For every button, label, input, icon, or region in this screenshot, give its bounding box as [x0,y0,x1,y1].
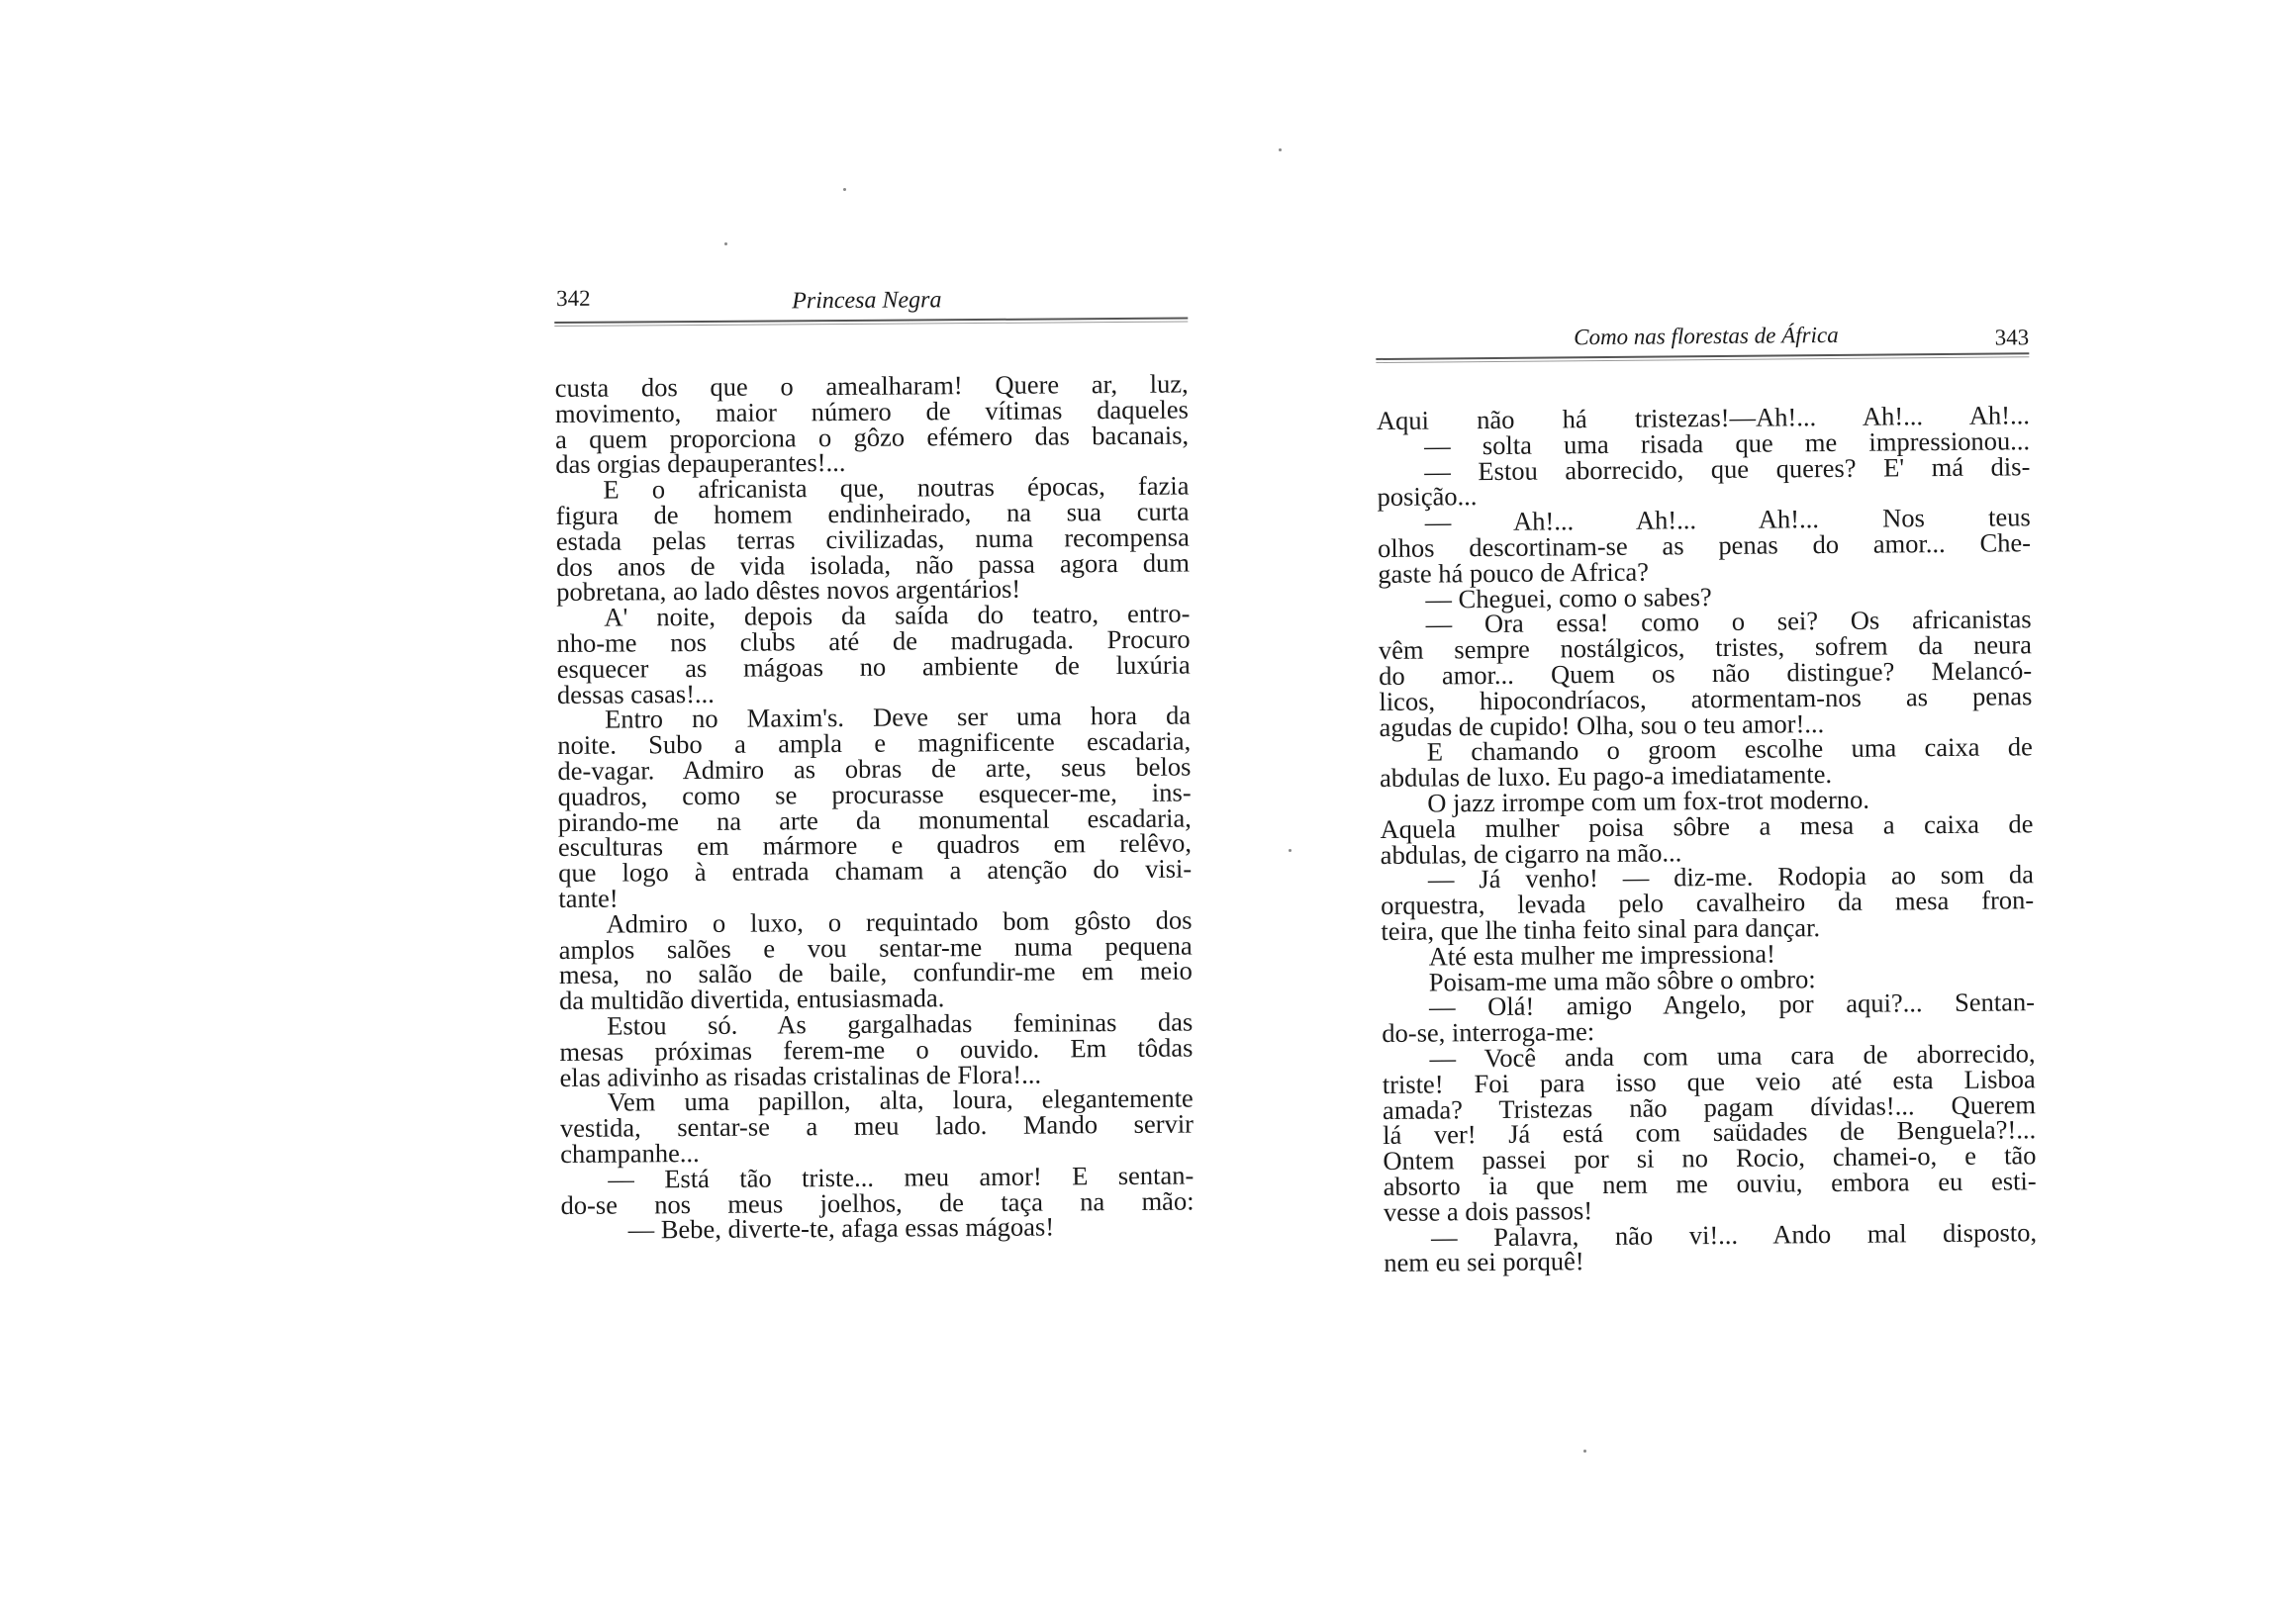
text-line: gaste há pouco de Africa? [1378,556,1650,589]
text-line: nho-me nos clubs até de madrugada. Procuro [556,623,1191,658]
text-line: vêm sempre nostálgicos, tristes, sofrem da neura [1378,629,2033,666]
text-line: do amor... Quem os não distingue? Melancó- [1379,655,2033,691]
text-line: do-se, interroga-me: [1382,1016,1595,1049]
text-line: teira, que lhe tinha feito sinal para dançar. [1381,912,1821,946]
left-page [554,278,1195,1245]
text-line: abdulas de luxo. Eu pago-a imediatamente. [1379,759,1833,794]
text-line: E o africanista que, noutras épocas, fazia [603,470,1190,505]
text-line: triste! Foi para isso que veio até esta Lisboa [1382,1063,2036,1099]
text-line: vestida, sentar-se a meu lado. Mando servir [559,1108,1195,1144]
text-line: E chamando o groom escolhe uma caixa de [1426,731,2033,767]
text-line: mesas próximas ferem-me o ouvido. Em tôdas [559,1032,1194,1067]
text-line: figura de homem endinheirado, na sua curta [555,496,1190,530]
text-line: — solta uma risada que me impressionou... [1423,425,2031,461]
text-line: noite. Subo a ampla e magnificente escadaria, [557,725,1192,761]
text-line: estada pelas terras civilizadas, numa recompensa [555,521,1190,556]
text-line: Aquela mulher poisa sôbre a mesa a caixa de [1380,807,2034,844]
text-line: — Palavra, não vi!... Ando mal disposto, [1430,1216,2038,1253]
text-line: de-vagar. Admiro as obras de arte, seus belos [557,751,1192,786]
right-page [1376,313,2037,1276]
text-line: movimento, maior número de vítimas daqueles [554,394,1190,428]
text-line: amada? Tristezas não pagam dívidas!... Querem [1382,1088,2037,1125]
text-line: que logo à entrada chamam a atenção do visi- [558,853,1193,889]
page-number: 343 [1994,325,2030,350]
scan-speck [1279,148,1282,151]
text-line: absorto ia que nem me ouviu, embora eu esti- [1383,1166,2037,1201]
text-line: dessas casas!... [556,678,715,709]
header-rule [1376,352,2029,363]
text-line: — Bebe, diverte-te, afaga essas mágoas! [627,1211,1055,1245]
text-line: Admiro o luxo, o requintado bom gôsto dos [606,904,1193,939]
text-line: pobretana, ao lado dêstes novos argentários! [556,574,1021,608]
text-line: pirando-me na arte da monumental escadaria, [557,802,1192,837]
right-page-text [1376,400,2038,1278]
page-number: 342 [556,285,591,311]
text-line: champanhe... [560,1137,700,1169]
text-line: A' noite, depois da saída do teatro, entro- [604,598,1191,632]
scan-speck [1289,849,1292,852]
text-line: tante! [558,883,619,913]
text-line: vesse a dois passos! [1383,1194,1593,1227]
scan-speck [1583,1450,1586,1453]
text-line: — Já venho! — diz-me. Rodopia ao som da [1427,859,2035,894]
scan-speck [724,242,727,245]
text-line: Ontem passei por si no Rocio, chamei-o, e tão [1383,1140,2037,1176]
text-line: Vem uma papillon, alta, loura, elegantemente [607,1082,1194,1117]
text-line: do-se nos meus joelhos, de taça na mão: [560,1185,1195,1220]
text-line: Entro no Maxim's. Deve ser uma hora da [604,700,1192,735]
text-line: dos anos de vida isolada, não passa agora dum [555,547,1191,582]
scan-speck [843,188,846,191]
text-line: mesa, no salão de baile, confundir-me em meio [558,955,1193,990]
text-line: nem eu sei porquê! [1384,1246,1584,1278]
text-line: das orgias depauperantes!... [555,447,846,480]
text-line: — Está tão triste... meu amor! E sentan- [608,1160,1195,1194]
text-line: amplos salões e vou sentar-me numa pequena [558,930,1193,965]
right-page-header [1376,313,2029,352]
text-line: — Você anda com uma cara de aborrecido, [1429,1038,2036,1074]
text-line: quadros, como se procurasse esquecer-me, ins- [557,777,1192,811]
header-rule [554,318,1188,327]
text-line: Estou só. As gargalhadas femininas das [607,1006,1194,1041]
text-line: lá ver! Já está com saüdades de Benguela?!... [1383,1114,2037,1151]
text-line: posição... [1377,481,1478,513]
text-line: Até esta mulher me impressiona! [1428,938,1776,972]
left-page-header [554,278,1188,316]
text-line: abdulas, de cigarro na mão... [1380,836,1682,870]
text-line: a quem proporciona o gôzo efémero das bacanais, [555,420,1190,454]
running-title: Princesa Negra [792,287,942,315]
text-line: licos, hipocondríacos, atormentam-nos as penas [1379,680,2033,716]
text-line: — Ah!... Ah!... Ah!... Nos teus [1424,502,2031,537]
text-line: — Estou aborrecido, que queres? E' má dis- [1424,450,2031,487]
text-line: esculturas em mármore e quadros em relêvo, [557,827,1193,863]
text-line: Poisam-me uma mão sôbre o ombro: [1428,963,1816,997]
text-line: — Olá! amigo Angelo, por aqui?... Sentan- [1428,987,2036,1022]
text-line: custa dos que o amealharam! Quere ar, luz, [554,368,1189,403]
text-line: — Ora essa! como o sei? Os africanistas [1425,604,2032,639]
text-line: agudas de cupido! Olha, sou o teu amor!... [1379,707,1825,742]
text-line: esquecer as mágoas no ambiente de luxúria [556,649,1191,684]
left-page-text [554,368,1195,1245]
text-line: elas adivinho as risadas cristalinas de Flora!... [559,1059,1042,1092]
text-line: — Cheguei, como o sabes? [1425,581,1712,614]
text-line: olhos descortinam-se as penas do amor... Che- [1377,527,2032,563]
text-line: Aqui não há tristezas!—Ah!... Ah!... Ah!... [1376,400,2031,435]
text-line: da multidão divertida, entusiasmada. [558,983,945,1016]
text-line: orquestra, levada pelo cavalheiro da mesa fron- [1381,885,2035,921]
text-line: O jazz irrompe com um fox-trot moderno. [1427,784,1870,818]
running-title: Como nas florestas de África [1574,322,1839,350]
